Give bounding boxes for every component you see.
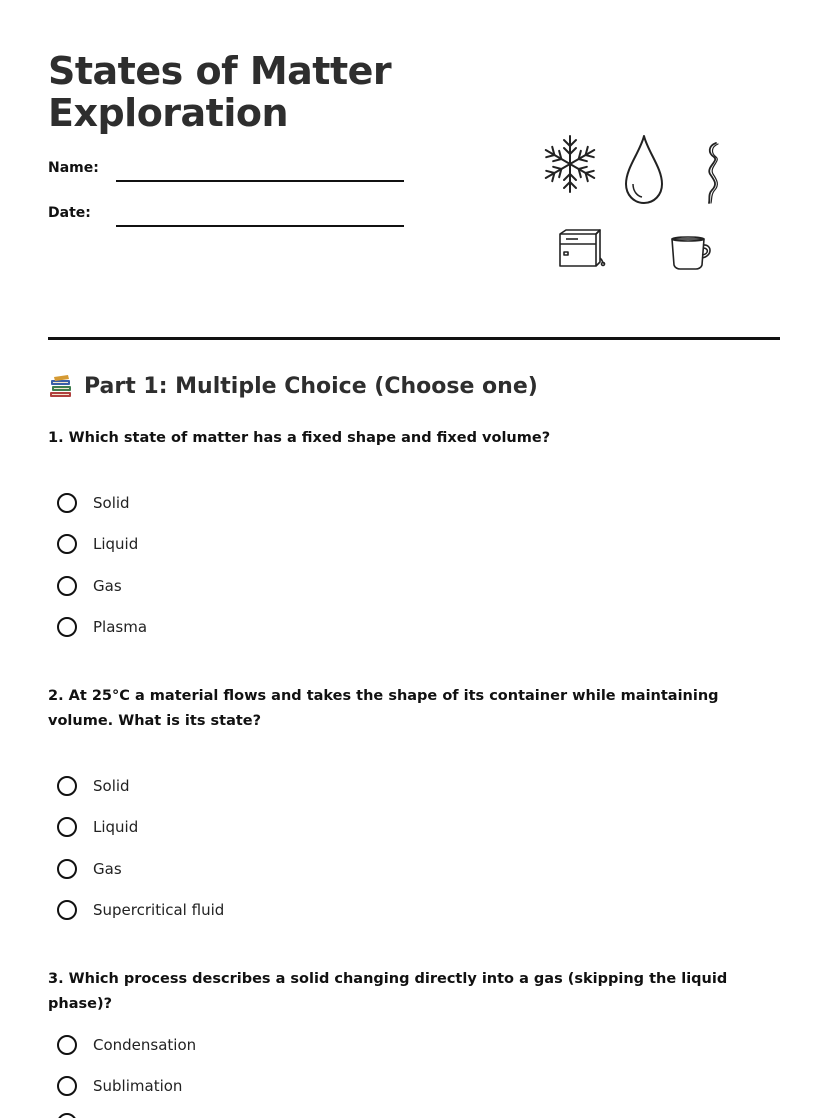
option-label: Liquid: [93, 818, 139, 836]
mug-icon: [668, 234, 716, 272]
radio-button[interactable]: [57, 817, 77, 837]
section-divider: [48, 337, 780, 340]
books-icon: [48, 375, 74, 399]
radio-button[interactable]: [57, 576, 77, 596]
date-field[interactable]: [116, 225, 404, 227]
radio-button[interactable]: [57, 617, 77, 637]
option-label: Liquid: [93, 535, 139, 553]
q3-option-cutoff[interactable]: [57, 1110, 77, 1118]
q1-option-liquid[interactable]: [57, 531, 138, 557]
freezer-icon: [556, 228, 608, 270]
water-drop-icon: [622, 134, 666, 206]
snowflake-icon: [540, 132, 600, 196]
q1-option-solid[interactable]: [57, 490, 130, 516]
q2-option-gas[interactable]: [57, 856, 122, 882]
steam-wisp-icon: [700, 140, 724, 206]
question-3: 3. Which process describes a solid changing directly into a gas (skipping the liquid phase)?: [48, 971, 728, 1012]
radio-button[interactable]: [57, 493, 77, 513]
radio-button[interactable]: [57, 1035, 77, 1055]
q2-option-liquid[interactable]: [57, 814, 138, 840]
q2-option-supercritical[interactable]: [57, 897, 224, 923]
page-title: States of Matter Exploration: [48, 49, 392, 135]
option-label: Solid: [93, 494, 130, 512]
q1-option-gas[interactable]: [57, 573, 122, 599]
radio-button[interactable]: [57, 1113, 77, 1118]
q3-option-sublimation[interactable]: [57, 1073, 182, 1099]
radio-button[interactable]: [57, 900, 77, 920]
name-label: Name:: [48, 160, 99, 176]
radio-button[interactable]: [57, 1076, 77, 1096]
q3-option-condensation[interactable]: [57, 1032, 196, 1058]
q1-option-plasma[interactable]: [57, 614, 147, 640]
question-1: 1. Which state of matter has a fixed shape and fixed volume?: [48, 430, 551, 446]
radio-button[interactable]: [57, 534, 77, 554]
q2-option-solid[interactable]: [57, 773, 130, 799]
option-label: Gas: [93, 860, 122, 878]
option-label: Condensation: [93, 1036, 197, 1054]
part1-heading-text: Part 1: Multiple Choice (Choose one): [84, 374, 538, 399]
option-label: Gas: [93, 577, 122, 595]
radio-button[interactable]: [57, 776, 77, 796]
question-2: 2. At 25°C a material flows and takes the shape of its container while maintaining volume. What is its state?: [48, 688, 719, 729]
option-label: Supercritical fluid: [93, 901, 225, 919]
option-label: Plasma: [93, 618, 148, 636]
radio-button[interactable]: [57, 859, 77, 879]
name-field[interactable]: [116, 180, 404, 182]
part1-heading: [48, 374, 538, 399]
date-label: Date:: [48, 205, 91, 221]
option-label: Solid: [93, 777, 130, 795]
option-label: Sublimation: [93, 1077, 183, 1095]
